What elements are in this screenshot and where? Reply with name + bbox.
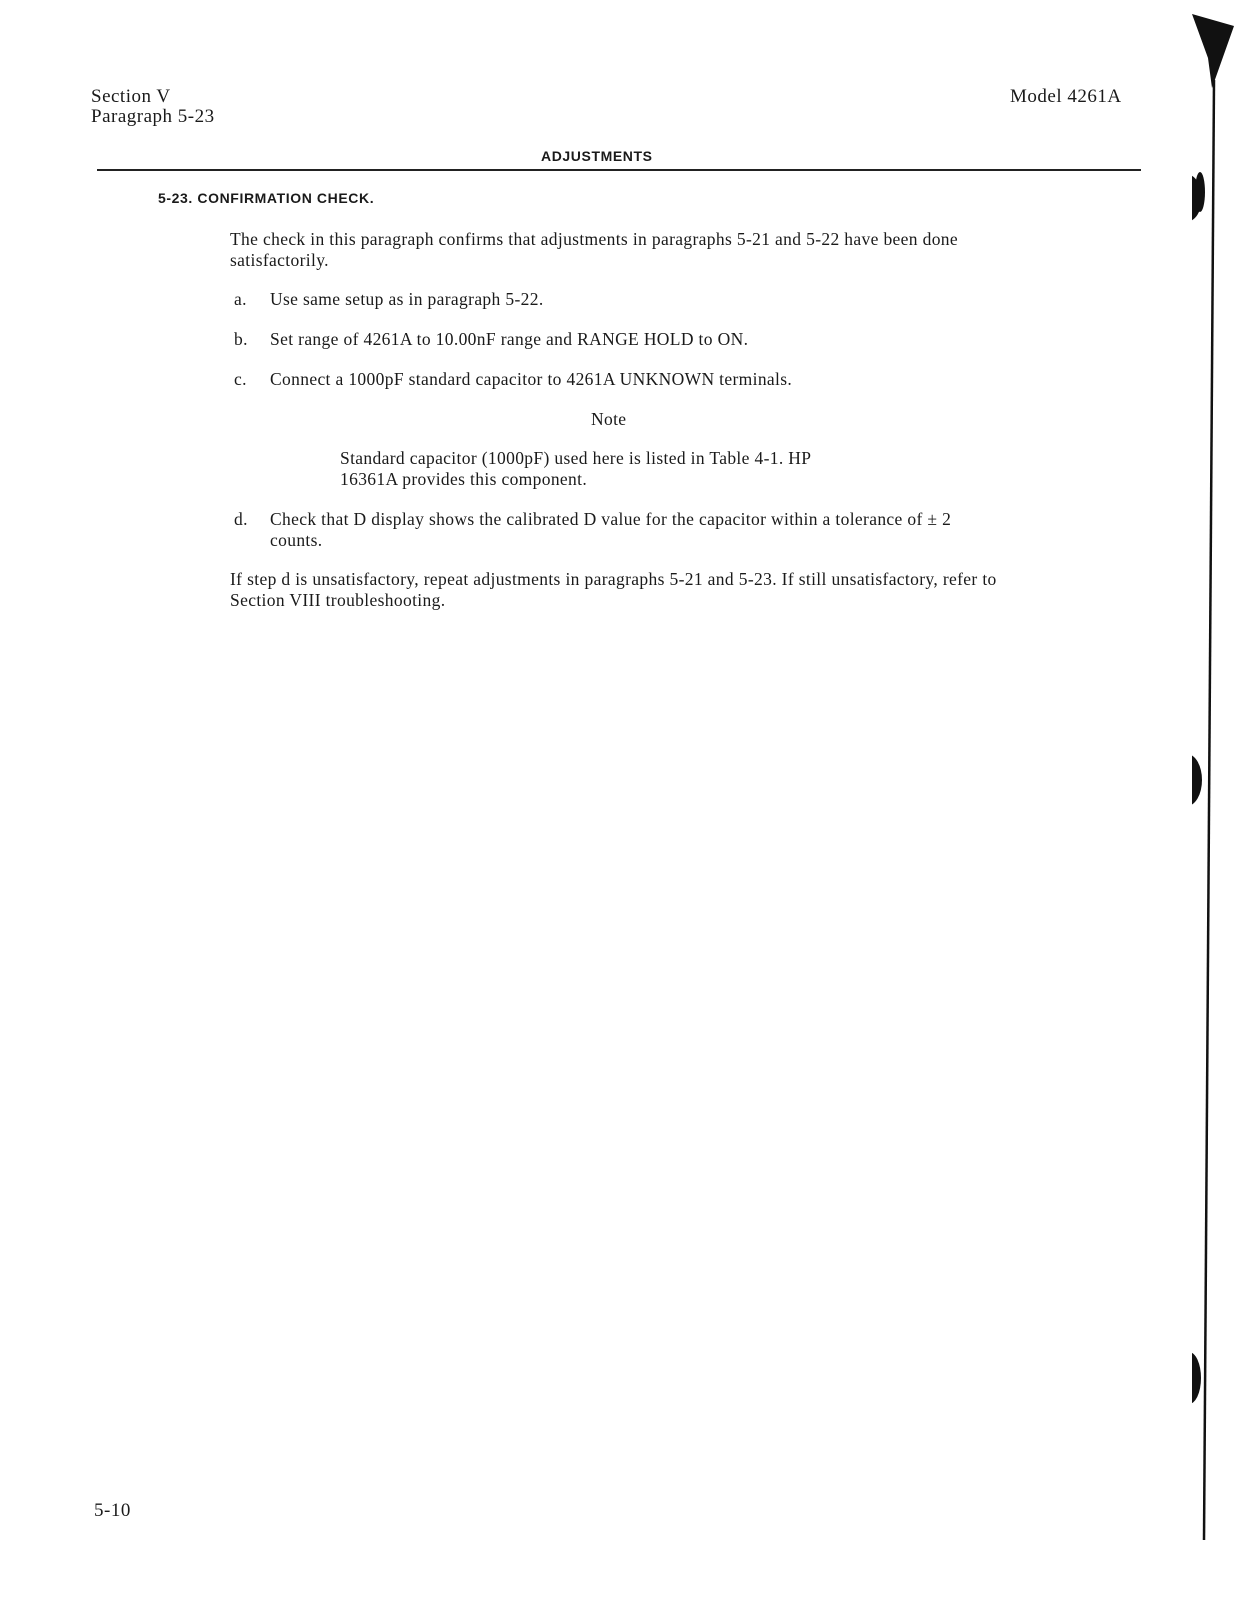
step-label: a. (234, 289, 247, 309)
paragraph-label: Paragraph 5-23 (91, 106, 215, 127)
step-c (234, 369, 1054, 390)
step-text: Connect a 1000pF standard capacitor to 4261A UNKNOWN terminals. (270, 369, 793, 389)
page-number: 5-10 (94, 1500, 131, 1521)
step-label: b. (234, 329, 248, 349)
step-b (234, 329, 1054, 350)
note-title: Note (591, 409, 627, 429)
step-text: Check that D display shows the calibrated D value for the capacitor within a tolerance of ± 2 counts. (270, 509, 952, 550)
step-text: Set range of 4261A to 10.00nF range and RANGE HOLD to ON. (270, 329, 749, 349)
model-label: Model 4261A (1010, 86, 1122, 107)
section-label: Section V (91, 86, 171, 107)
binder-edge-graphic (1192, 0, 1242, 1600)
intro-paragraph: The check in this paragraph confirms that adjustments in paragraphs 5-21 and 5-22 have been done satisfactorily. (230, 229, 959, 270)
note-text: Standard capacitor (1000pF) used here is listed in Table 4-1. HP 16361A provides this component. (340, 448, 811, 489)
section-heading: 5-23. CONFIRMATION CHECK. (158, 190, 375, 206)
step-label: d. (234, 509, 248, 529)
running-title: ADJUSTMENTS (541, 148, 653, 164)
step-d (234, 509, 994, 551)
closing-paragraph: If step d is unsatisfactory, repeat adjustments in paragraphs 5-21 and 5-23. If still unsatisfactory, refer to Section VIII troubleshooting. (230, 569, 997, 610)
step-label: c. (234, 369, 247, 389)
header-rule (97, 169, 1141, 171)
step-text: Use same setup as in paragraph 5-22. (270, 289, 544, 309)
step-a (234, 289, 1054, 310)
